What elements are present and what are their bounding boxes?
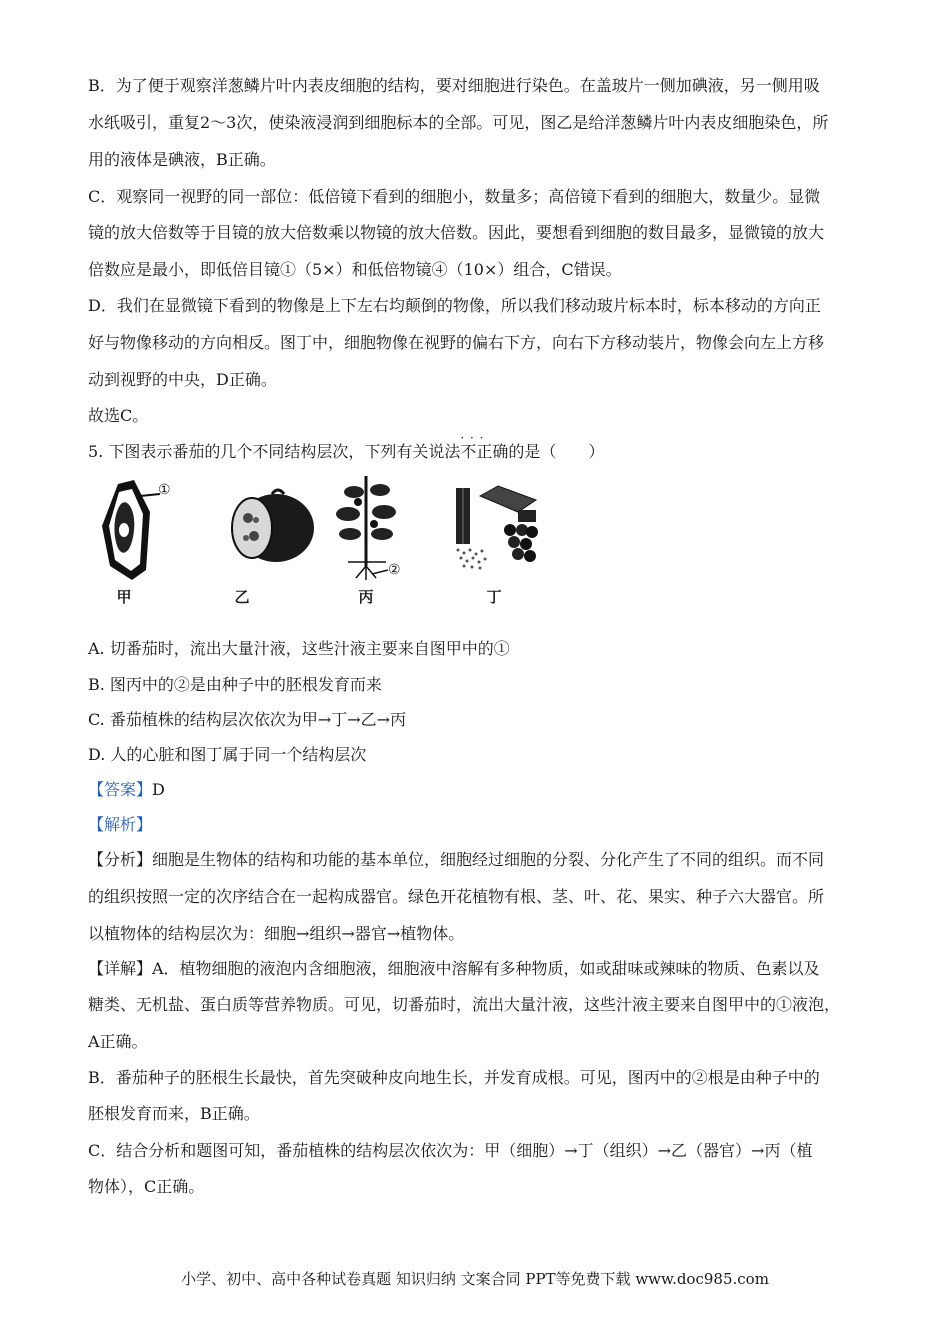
marker-2: ② xyxy=(388,562,401,578)
question-stem-suffix: 的是（ ） xyxy=(508,442,605,461)
option-d: D. 人的心脏和图丁属于同一个结构层次 xyxy=(88,745,367,764)
figure-row xyxy=(88,470,548,620)
text-line: D．我们在显微镜下看到的物像是上下左右均颠倒的物像，所以我们移动玻片标本时，标本移动的方向正 xyxy=(88,296,821,315)
text-line: 糖类、无机盐、蛋白质等营养物质。可见，切番茄时，流出大量汁液，这些汁液主要来自图甲中的①液泡， xyxy=(88,995,841,1014)
text-line: 物体），C正确。 xyxy=(88,1177,205,1196)
figure-label: 丙 xyxy=(358,588,374,606)
figure-cell xyxy=(88,470,208,620)
text-line: C．观察同一视野的同一部位：低倍镜下看到的细胞小，数量多；高倍镜下看到的细胞大，数量少。显微 xyxy=(88,187,821,206)
answer-tag: 【答案】 xyxy=(88,780,153,799)
text-line: 【分析】细胞是生物体的结构和功能的基本单位，细胞经过细胞的分裂、分化产生了不同的组织。而不同 xyxy=(88,850,825,869)
marker-1: ① xyxy=(158,482,171,498)
option-a: A. 切番茄时，流出大量汁液，这些汁液主要来自图甲中的① xyxy=(88,639,510,658)
answer-value: D xyxy=(152,780,165,799)
text-line: 胚根发育而来，B正确。 xyxy=(88,1104,260,1123)
text-line: 水纸吸引，重复2～3次，使染液浸润到细胞标本的全部。可见，图乙是给洋葱鳞片叶内表皮细胞染色，所 xyxy=(88,113,829,132)
text-line: 倍数应是最小，即低倍目镜①（5×）和低倍物镜④（10×）组合，C错误。 xyxy=(88,260,622,279)
figure-cell xyxy=(328,470,448,620)
analysis-heading xyxy=(88,806,868,843)
text-line: 以植物体的结构层次为：细胞→组织→器官→植物体。 xyxy=(88,924,465,943)
text-line: A正确。 xyxy=(88,1032,148,1051)
text-line: B．番茄种子的胚根生长最快，首先突破种皮向地生长，并发育成根。可见，图丙中的②根是由种子中的 xyxy=(88,1068,820,1087)
text-line: 镜的放大倍数等于目镜的放大倍数乘以物镜的放大倍数。因此，要想看到细胞的数目最多，显微镜的放大 xyxy=(88,223,825,242)
text-line: 故选C。 xyxy=(88,406,149,425)
tissue-figure xyxy=(448,470,568,580)
text-line: B．为了便于观察洋葱鳞片叶内表皮细胞的结构，要对细胞进行染色。在盖玻片一侧加碘液，另一侧用吸 xyxy=(88,76,820,95)
figure-label: 丁 xyxy=(486,588,502,606)
text-line: 用的液体是碘液，B正确。 xyxy=(88,150,276,169)
text-line: 的组织按照一定的次序结合在一起构成器官。绿色开花植物有根、茎、叶、花、果实、种子六大器官。所 xyxy=(88,887,825,906)
text-line: 【详解】A．植物细胞的液泡内含细胞液，细胞液中溶解有多种物质，如或甜味或辣味的物质、色素以及 xyxy=(88,959,820,978)
footer-text: 小学、初中、高中各种试卷真题 知识归纳 文案合同 PPT等免费下载 www.doc985.com xyxy=(181,1270,769,1288)
question-stem-text: 5. 下图表示番茄的几个不同结构层次，下列有关说法 xyxy=(88,442,461,461)
plant-cell-figure xyxy=(88,470,208,580)
emphasized-text: · · · 不正确 xyxy=(460,433,508,470)
answer-line xyxy=(88,771,868,808)
figure-label: 甲 xyxy=(116,588,132,606)
text-line: C．结合分析和题图可知，番茄植株的结构层次依次为：甲（细胞）→丁（组织）→乙（器官）→丙（植 xyxy=(88,1141,813,1160)
option-c: C. 番茄植株的结构层次依次为甲→丁→乙→丙 xyxy=(88,710,407,729)
question-stem xyxy=(88,433,868,470)
figure-cell xyxy=(206,470,326,620)
text-line: 动到视野的中央，D正确。 xyxy=(88,370,277,389)
figure-label: 乙 xyxy=(234,588,250,606)
analysis-tag: 【解析】 xyxy=(88,815,153,834)
option-b: B. 图丙中的②是由种子中的胚根发育而来 xyxy=(88,675,382,694)
tomato-figure xyxy=(206,470,326,580)
text-line: 好与物像移动的方向相反。图丁中，细胞物像在视野的偏右下方，向右下方移动装片，物像会向左上方移 xyxy=(88,333,825,352)
figure-cell xyxy=(448,470,568,620)
